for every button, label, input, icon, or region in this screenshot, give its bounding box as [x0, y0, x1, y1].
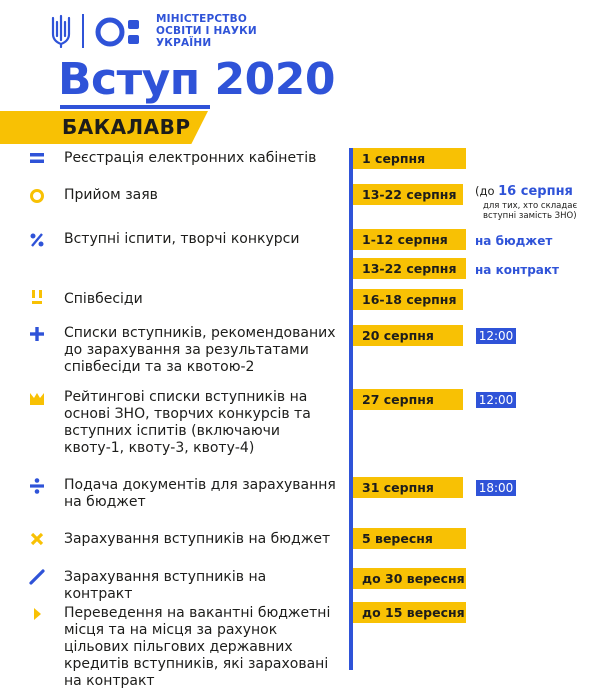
slash-icon [28, 568, 46, 586]
date-badge: 5 вересня [353, 528, 466, 549]
date-badge: 16-18 серпня [353, 289, 463, 310]
time-badge: 18:00 [476, 480, 516, 496]
degree-badge: БАКАЛАВР [62, 115, 191, 139]
funding-note: на контракт [475, 263, 559, 277]
date-badge: 31 серпня [353, 477, 463, 498]
date-badge: 13-22 серпня [353, 184, 463, 205]
note-detail: для тих, хто складає вступні замість ЗНО) [483, 201, 578, 221]
funding-note: на бюджет [475, 234, 553, 248]
note-date: 16 серпня [498, 184, 573, 199]
date-badge: 1 серпня [353, 148, 466, 169]
crown-icon [28, 390, 46, 408]
percent-icon [28, 231, 46, 249]
ministry-logo-icon [95, 16, 145, 48]
row-label: Реєстрація електронних кабінетів [64, 150, 317, 166]
ministry-line: ОСВІТИ І НАУКИ [156, 25, 257, 37]
equals-icon [28, 149, 46, 167]
row-label: Прийом заяв [64, 187, 158, 203]
circle-icon [28, 187, 46, 205]
time-badge: 12:00 [476, 328, 516, 344]
cross-icon [28, 530, 46, 548]
date-badge: до 15 вересня [353, 602, 466, 623]
title-underline [60, 105, 210, 109]
page-title: Вступ 2020 [58, 54, 335, 105]
trident-emblem-icon [50, 14, 72, 48]
ministry-line: УКРАЇНИ [156, 37, 212, 49]
row-label: Зарахування вступників на контракт [64, 569, 267, 602]
date-badge: 13-22 серпня [353, 258, 466, 279]
row-label: Подача документів для зарахування на бюджет [64, 477, 336, 510]
exclamation-icon [28, 289, 46, 307]
play-icon [28, 605, 46, 623]
application-deadline-note [475, 184, 590, 221]
date-badge: 27 серпня [353, 389, 463, 410]
plus-icon [28, 325, 46, 343]
row-label: Співбесіди [64, 291, 143, 307]
header-separator [82, 14, 84, 48]
divide-icon [28, 477, 46, 495]
ministry-line: МІНІСТЕРСТВО [156, 13, 247, 25]
row-label: Зарахування вступників на бюджет [64, 531, 331, 547]
date-badge: 20 серпня [353, 325, 463, 346]
ministry-name [156, 13, 266, 49]
row-label: Переведення на вакантні бюджетні місця та на місця за рахунок цільових пільгових державних кредитів вступників, які зараховані на контракт [64, 605, 331, 689]
row-label: Вступні іспити, творчі конкурси [64, 231, 300, 247]
time-badge: 12:00 [476, 392, 516, 408]
row-label: Рейтингові списки вступників на основі ЗНО, творчих конкурсів та вступних іспитів (включаючи квоту-1, квоту-3, квоту-4) [64, 389, 311, 456]
row-label: Списки вступників, рекомендованих до зарахування за результатами співбесіди та за квотою-2 [64, 325, 336, 375]
date-badge: 1-12 серпня [353, 229, 466, 250]
date-badge: до 30 вересня [353, 568, 466, 589]
note-prefix: (до [475, 184, 499, 198]
